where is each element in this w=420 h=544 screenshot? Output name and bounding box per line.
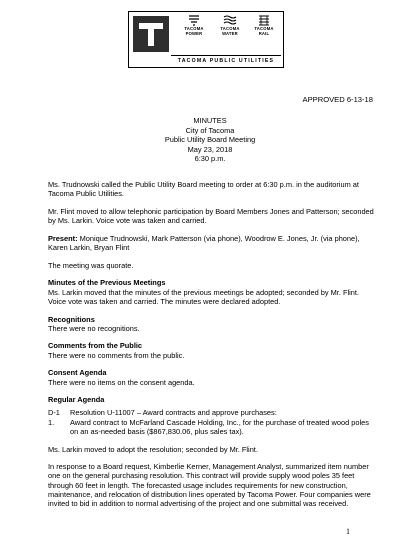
- title-minutes: MINUTES: [193, 116, 227, 125]
- quorate-paragraph: The meeting was quorate.: [48, 260, 134, 270]
- water-waves-icon: [223, 15, 237, 26]
- logo-rail: [247, 15, 281, 36]
- consent-text: There were no items on the consent agenda.: [48, 377, 195, 387]
- rail-tracks-icon: [257, 15, 271, 26]
- response-paragraph: In response to a Board request, Kimberlie Kerner, Management Analyst, summarized item number one on the general purchasing resolution. This contract will provide supply wood poles 35 feet through 60 feet in length. The forecasted usage includes requirements for new construction, maintenance, and relocation of distribution lines operated by Tacoma Power. Four companies were invited to bid in addition to normal advertising of the project and one submittal was received.: [48, 462, 371, 509]
- motion-paragraph: Ms. Larkin moved to adopt the resolution; seconded by Mr. Flint.: [48, 444, 258, 454]
- logo-bottom-text: TACOMA PUBLIC UTILITIES: [171, 55, 281, 64]
- agenda-item-1: [48, 418, 374, 436]
- t-letter-icon: [133, 16, 169, 52]
- recognitions-heading: Recognitions: [48, 314, 95, 324]
- logo-rail-line2: RAIL: [258, 31, 270, 36]
- title-board: Public Utility Board Meeting: [164, 135, 256, 145]
- logo-power-line2: POWER: [185, 31, 203, 36]
- agenda-d1-text: Resolution U-11007 – Award contracts and approve purchases:: [70, 408, 277, 418]
- telephonic-paragraph: Mr. Flint moved to allow telephonic participation by Board Members Jones and Patterson; seconded by Ms. Larkin. Voice vote was taken and carried.: [48, 206, 374, 226]
- agenda-item-d1: [48, 408, 374, 417]
- minutes-heading: Minutes of the Previous Meetings: [48, 278, 166, 288]
- page-number: 1: [346, 527, 350, 536]
- minutes-body: [48, 180, 374, 517]
- approved-stamp: APPROVED 6-13-18: [302, 95, 373, 104]
- call-to-order-paragraph: Ms. Trudnowski called the Public Utility Board meeting to order at 6:30 p.m. in the auditorium at Tacoma Public Utilities.: [48, 180, 359, 199]
- title-date: May 23, 2018: [187, 144, 233, 154]
- present-paragraph: [48, 234, 374, 252]
- recognitions-text: There were no recognitions.: [48, 323, 140, 333]
- comments-text: There were no comments from the public.: [48, 350, 185, 360]
- logo-power: [177, 15, 211, 36]
- tacoma-public-utilities-logo: [128, 11, 284, 68]
- title-time: 6:30 p.m.: [194, 154, 226, 164]
- logo-water-line2: WATER: [222, 31, 238, 36]
- agenda-d1-number: D-1: [48, 408, 60, 418]
- agenda-item1-number: 1.: [48, 417, 55, 427]
- consent-heading: Consent Agenda: [48, 368, 107, 378]
- title-block: [0, 116, 420, 164]
- logo-power-line1: TACOMA: [184, 26, 204, 31]
- logo-rail-line1: TACOMA: [254, 26, 274, 31]
- title-city: City of Tacoma: [185, 125, 235, 135]
- agenda-item1-text: Award contract to McFarland Cascade Holding, Inc., for the purchase of treated wood poles on an as-needed basis ($867,830.06, plus sales tax).: [70, 417, 369, 436]
- present-label: Present:: [48, 233, 78, 243]
- regular-agenda-heading: Regular Agenda: [48, 395, 105, 405]
- logo-water-line1: TACOMA: [220, 26, 240, 31]
- comments-heading: Comments from the Public: [48, 341, 143, 351]
- minutes-text: Ms. Larkin moved that the minutes of the previous meetings be adopted; seconded by Mr. Flint. Voice vote was taken and carried. The minutes were declared adopted.: [48, 287, 359, 306]
- logo-water: [213, 15, 247, 36]
- present-text: Monique Trudnowski, Mark Patterson (via phone), Woodrow E. Jones, Jr. (via phone), Karen Larkin, Bryan Flint: [48, 233, 360, 253]
- power-bolt-icon: [187, 15, 201, 26]
